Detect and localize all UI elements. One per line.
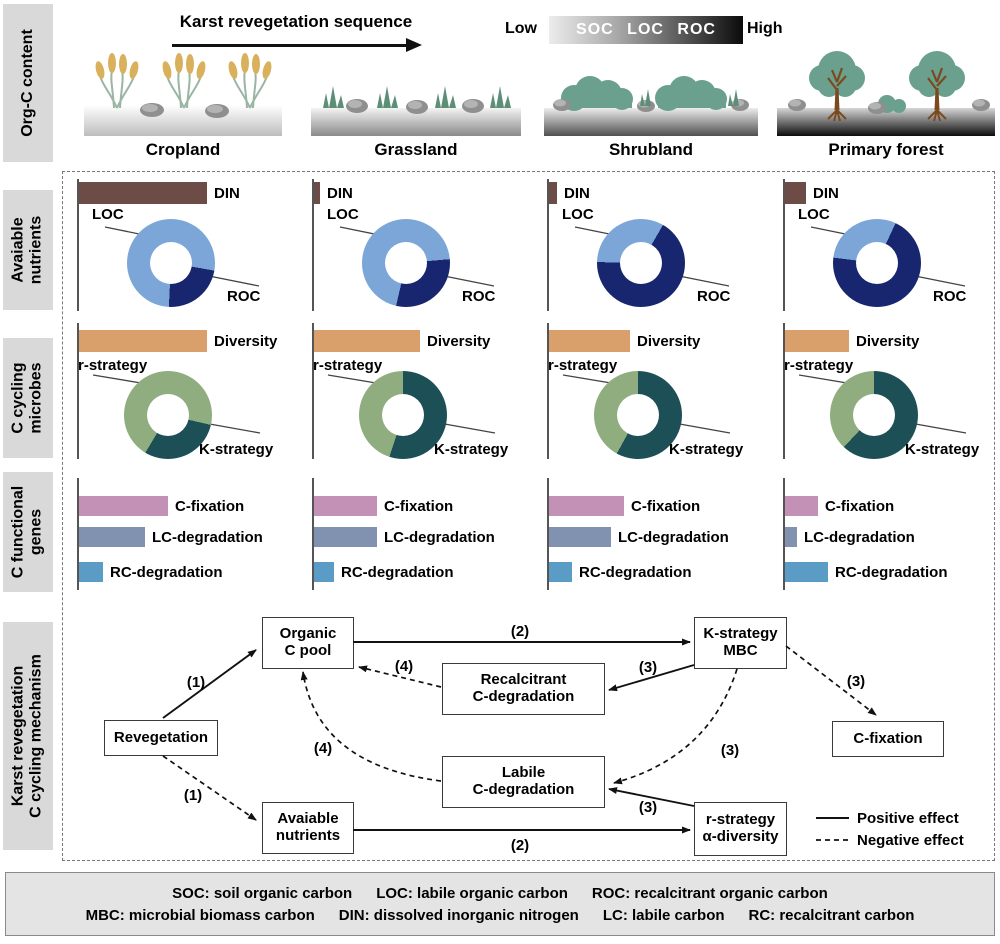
din-label: DIN (813, 184, 839, 202)
node-r-strategy-diversity (694, 802, 787, 856)
rc-degradation-label: RC-degradation (341, 563, 454, 581)
land-label-primary-forest: Primary forest (828, 140, 944, 159)
edge-label-3d: (3) (638, 799, 658, 816)
rc-degradation-bar (314, 562, 334, 582)
edge-label-1: (1) (186, 674, 206, 691)
abbr-rc: RC: recalcitrant carbon (748, 906, 915, 924)
din-label: DIN (214, 184, 240, 202)
roc-label: ROC (227, 288, 261, 305)
wheat-icon (227, 53, 273, 108)
r-strategy-label: r-strategy (548, 357, 618, 374)
diversity-label: Diversity (214, 332, 278, 350)
rock-icon (553, 99, 571, 111)
rock-icon (140, 103, 164, 117)
loc-roc-donut (362, 219, 450, 307)
grassland-illustration (305, 50, 527, 162)
rc-degradation-bar (79, 562, 103, 582)
sidebar-c-functional-genes (3, 472, 53, 592)
edge-label-3a: (3) (638, 659, 658, 676)
edge-label-4a: (4) (394, 658, 414, 675)
diversity-label: Diversity (856, 332, 920, 350)
grass-icon (323, 86, 344, 108)
k-strategy-label: K-strategy (905, 441, 980, 458)
diversity-bar (549, 330, 630, 352)
edge-label-2b: (2) (510, 837, 530, 854)
sidebar-label: Karst revegetation (9, 665, 27, 807)
lc-degradation-bar (79, 527, 145, 547)
grass-icon (377, 86, 398, 108)
edge-label-2: (2) (510, 623, 530, 640)
loc-roc-donut (127, 219, 215, 307)
node-label: C-degradation (472, 688, 575, 705)
din-bar (549, 182, 557, 204)
land-label-shrubland: Shrubland (608, 140, 694, 159)
loc-label: LOC (92, 206, 124, 223)
loc-label: LOC (327, 206, 359, 223)
lc-degradation-label: LC-degradation (384, 528, 495, 546)
grass-icon (640, 89, 651, 106)
nutrients-panel-shrubland (547, 176, 759, 318)
loc-roc-donut (833, 219, 921, 307)
sidebar-label: Org-C content (18, 29, 36, 137)
sidebar-mechanism (3, 622, 53, 850)
nutrients-panel-grassland (312, 176, 524, 318)
diversity-label: Diversity (427, 332, 491, 350)
shrub-icon (655, 76, 727, 111)
din-bar (785, 182, 806, 204)
rock-icon (346, 99, 368, 113)
wheat-icon (161, 53, 207, 108)
cropland-ground (84, 106, 282, 136)
k-strategy-label: K-strategy (434, 441, 509, 458)
sidebar-label: C cycling mechanism (28, 654, 45, 818)
node-label: α-diversity (702, 828, 779, 845)
abbr-soc: SOC: soil organic carbon (172, 884, 353, 902)
r-strategy-label: r-strategy (313, 357, 383, 374)
sidebar-available-nutrients (3, 190, 53, 310)
microbes-panel-grassland (312, 320, 524, 465)
rock-icon (972, 99, 990, 111)
sidebar-label: genes (28, 508, 45, 556)
sidebar-label: Avaiable (9, 217, 27, 283)
microbes-panel-cropland (77, 320, 289, 465)
rc-degradation-label: RC-degradation (110, 563, 223, 581)
soc-loc-roc-gradient-bar (549, 16, 743, 44)
diversity-label: Diversity (637, 332, 701, 350)
gradient-low-label: Low (505, 20, 537, 37)
legend-positive-label: Positive effect (857, 810, 959, 827)
node-labile-c-degradation (442, 756, 605, 808)
cropland-illustration (72, 50, 294, 162)
node-recalcitrant-c-degradation (442, 663, 605, 715)
node-organic-c-pool (262, 617, 354, 669)
rc-degradation-bar (549, 562, 572, 582)
node-label: C-fixation (853, 729, 923, 747)
microbes-panel-primary-forest (783, 320, 995, 465)
node-label: Labile (501, 764, 546, 782)
genes-panel-cropland (77, 470, 289, 595)
abbr-loc: LOC: labile organic carbon (376, 884, 568, 902)
c-fixation-label: C-fixation (825, 497, 895, 515)
sequence-title: Karst revegetation sequence (179, 12, 413, 31)
din-label: DIN (564, 184, 590, 202)
rock-icon (462, 99, 484, 113)
diversity-bar (314, 330, 420, 352)
node-label: C pool (284, 642, 332, 659)
k-strategy-label: K-strategy (199, 441, 274, 458)
c-fixation-bar (314, 496, 377, 516)
land-label-grassland: Grassland (374, 140, 458, 159)
roc-label: ROC (462, 288, 496, 305)
abbr-din: DIN: dissolved inorganic nitrogen (338, 906, 579, 924)
lc-degradation-bar (314, 527, 377, 547)
node-label: C-degradation (472, 781, 575, 798)
roc-label: ROC (933, 288, 967, 305)
genes-panel-shrubland (547, 470, 759, 595)
abbr-mbc: MBC: microbial biomass carbon (85, 906, 315, 924)
r-strategy-label: r-strategy (784, 357, 854, 374)
loc-roc-donut (597, 219, 685, 307)
lc-degradation-label: LC-degradation (804, 528, 915, 546)
din-bar (314, 182, 320, 204)
node-label: nutrients (275, 827, 341, 844)
node-label: Organic (279, 625, 337, 643)
roc-label: ROC (697, 288, 731, 305)
grassland-scene (305, 50, 527, 138)
lc-degradation-bar (549, 527, 611, 547)
cropland-scene (72, 50, 294, 138)
node-label: r-strategy (705, 811, 776, 829)
rock-icon (868, 102, 886, 114)
lc-degradation-label: LC-degradation (618, 528, 729, 546)
din-label: DIN (327, 184, 353, 202)
edge-label-4b: (4) (313, 740, 333, 757)
sidebar-c-cycling-microbes (3, 338, 53, 458)
rock-icon (406, 100, 428, 114)
rc-degradation-label: RC-degradation (579, 563, 692, 581)
loc-label: LOC (562, 206, 594, 223)
microbes-panel-shrubland (547, 320, 759, 465)
shrub-icon (561, 76, 633, 111)
wheat-icon (94, 53, 140, 108)
rock-icon (788, 99, 806, 111)
node-label: K-strategy (703, 625, 778, 643)
grass-icon (728, 89, 739, 106)
din-bar (79, 182, 207, 204)
shrub-icon (892, 99, 906, 113)
c-fixation-label: C-fixation (631, 497, 701, 515)
diversity-bar (79, 330, 207, 352)
node-c-fixation (832, 721, 944, 757)
rc-degradation-label: RC-degradation (835, 563, 948, 581)
forest-scene (775, 50, 997, 138)
sidebar-label: microbes (28, 362, 45, 434)
c-fixation-label: C-fixation (384, 497, 454, 515)
grass-icon (490, 86, 511, 108)
lc-degradation-bar (785, 527, 797, 547)
loc-label: LOC (798, 206, 830, 223)
node-available-nutrients (262, 802, 354, 854)
edge-label-1b: (1) (183, 787, 203, 804)
abbr-roc: ROC: recalcitrant organic carbon (591, 884, 828, 902)
gradient-bar-text: SOC LOC ROC (576, 21, 716, 38)
rc-degradation-bar (785, 562, 828, 582)
abbreviation-key (5, 872, 995, 936)
diversity-bar (785, 330, 849, 352)
shrubland-illustration (540, 50, 762, 162)
c-fixation-bar (79, 496, 168, 516)
shrubland-scene (540, 50, 762, 138)
land-label-cropland: Cropland (145, 140, 221, 159)
sidebar-label: C cycling (9, 362, 27, 434)
k-strategy-label: K-strategy (669, 441, 744, 458)
sidebar-label: nutrients (28, 215, 45, 285)
rock-icon (205, 104, 229, 118)
abbr-lc: LC: labile carbon (602, 906, 725, 924)
node-label: Revegetation (113, 728, 209, 746)
node-revegetation (104, 720, 218, 756)
edge-label-3b: (3) (720, 742, 740, 759)
c-fixation-bar (549, 496, 624, 516)
sidebar-label: C functional (9, 485, 27, 579)
c-fixation-label: C-fixation (175, 497, 245, 515)
lc-degradation-label: LC-degradation (152, 528, 263, 546)
node-k-strategy-mbc (694, 617, 787, 669)
node-label: MBC (723, 642, 758, 659)
shrubland-ground (544, 108, 758, 136)
r-strategy-label: r-strategy (78, 357, 148, 374)
nutrients-panel-primary-forest (783, 176, 995, 318)
legend-negative-label: Negative effect (857, 832, 964, 849)
nutrients-panel-cropland (77, 176, 289, 318)
grass-icon (435, 86, 456, 108)
gradient-high-label: High (747, 20, 783, 37)
c-fixation-bar (785, 496, 818, 516)
genes-panel-primary-forest (783, 470, 995, 595)
primary-forest-illustration (775, 50, 997, 162)
node-label: Recalcitrant (480, 671, 567, 689)
edge-label-3c: (3) (846, 673, 866, 690)
node-label: Avaiable (277, 810, 339, 828)
genes-panel-grassland (312, 470, 524, 595)
sidebar-org-c-content (3, 4, 53, 162)
